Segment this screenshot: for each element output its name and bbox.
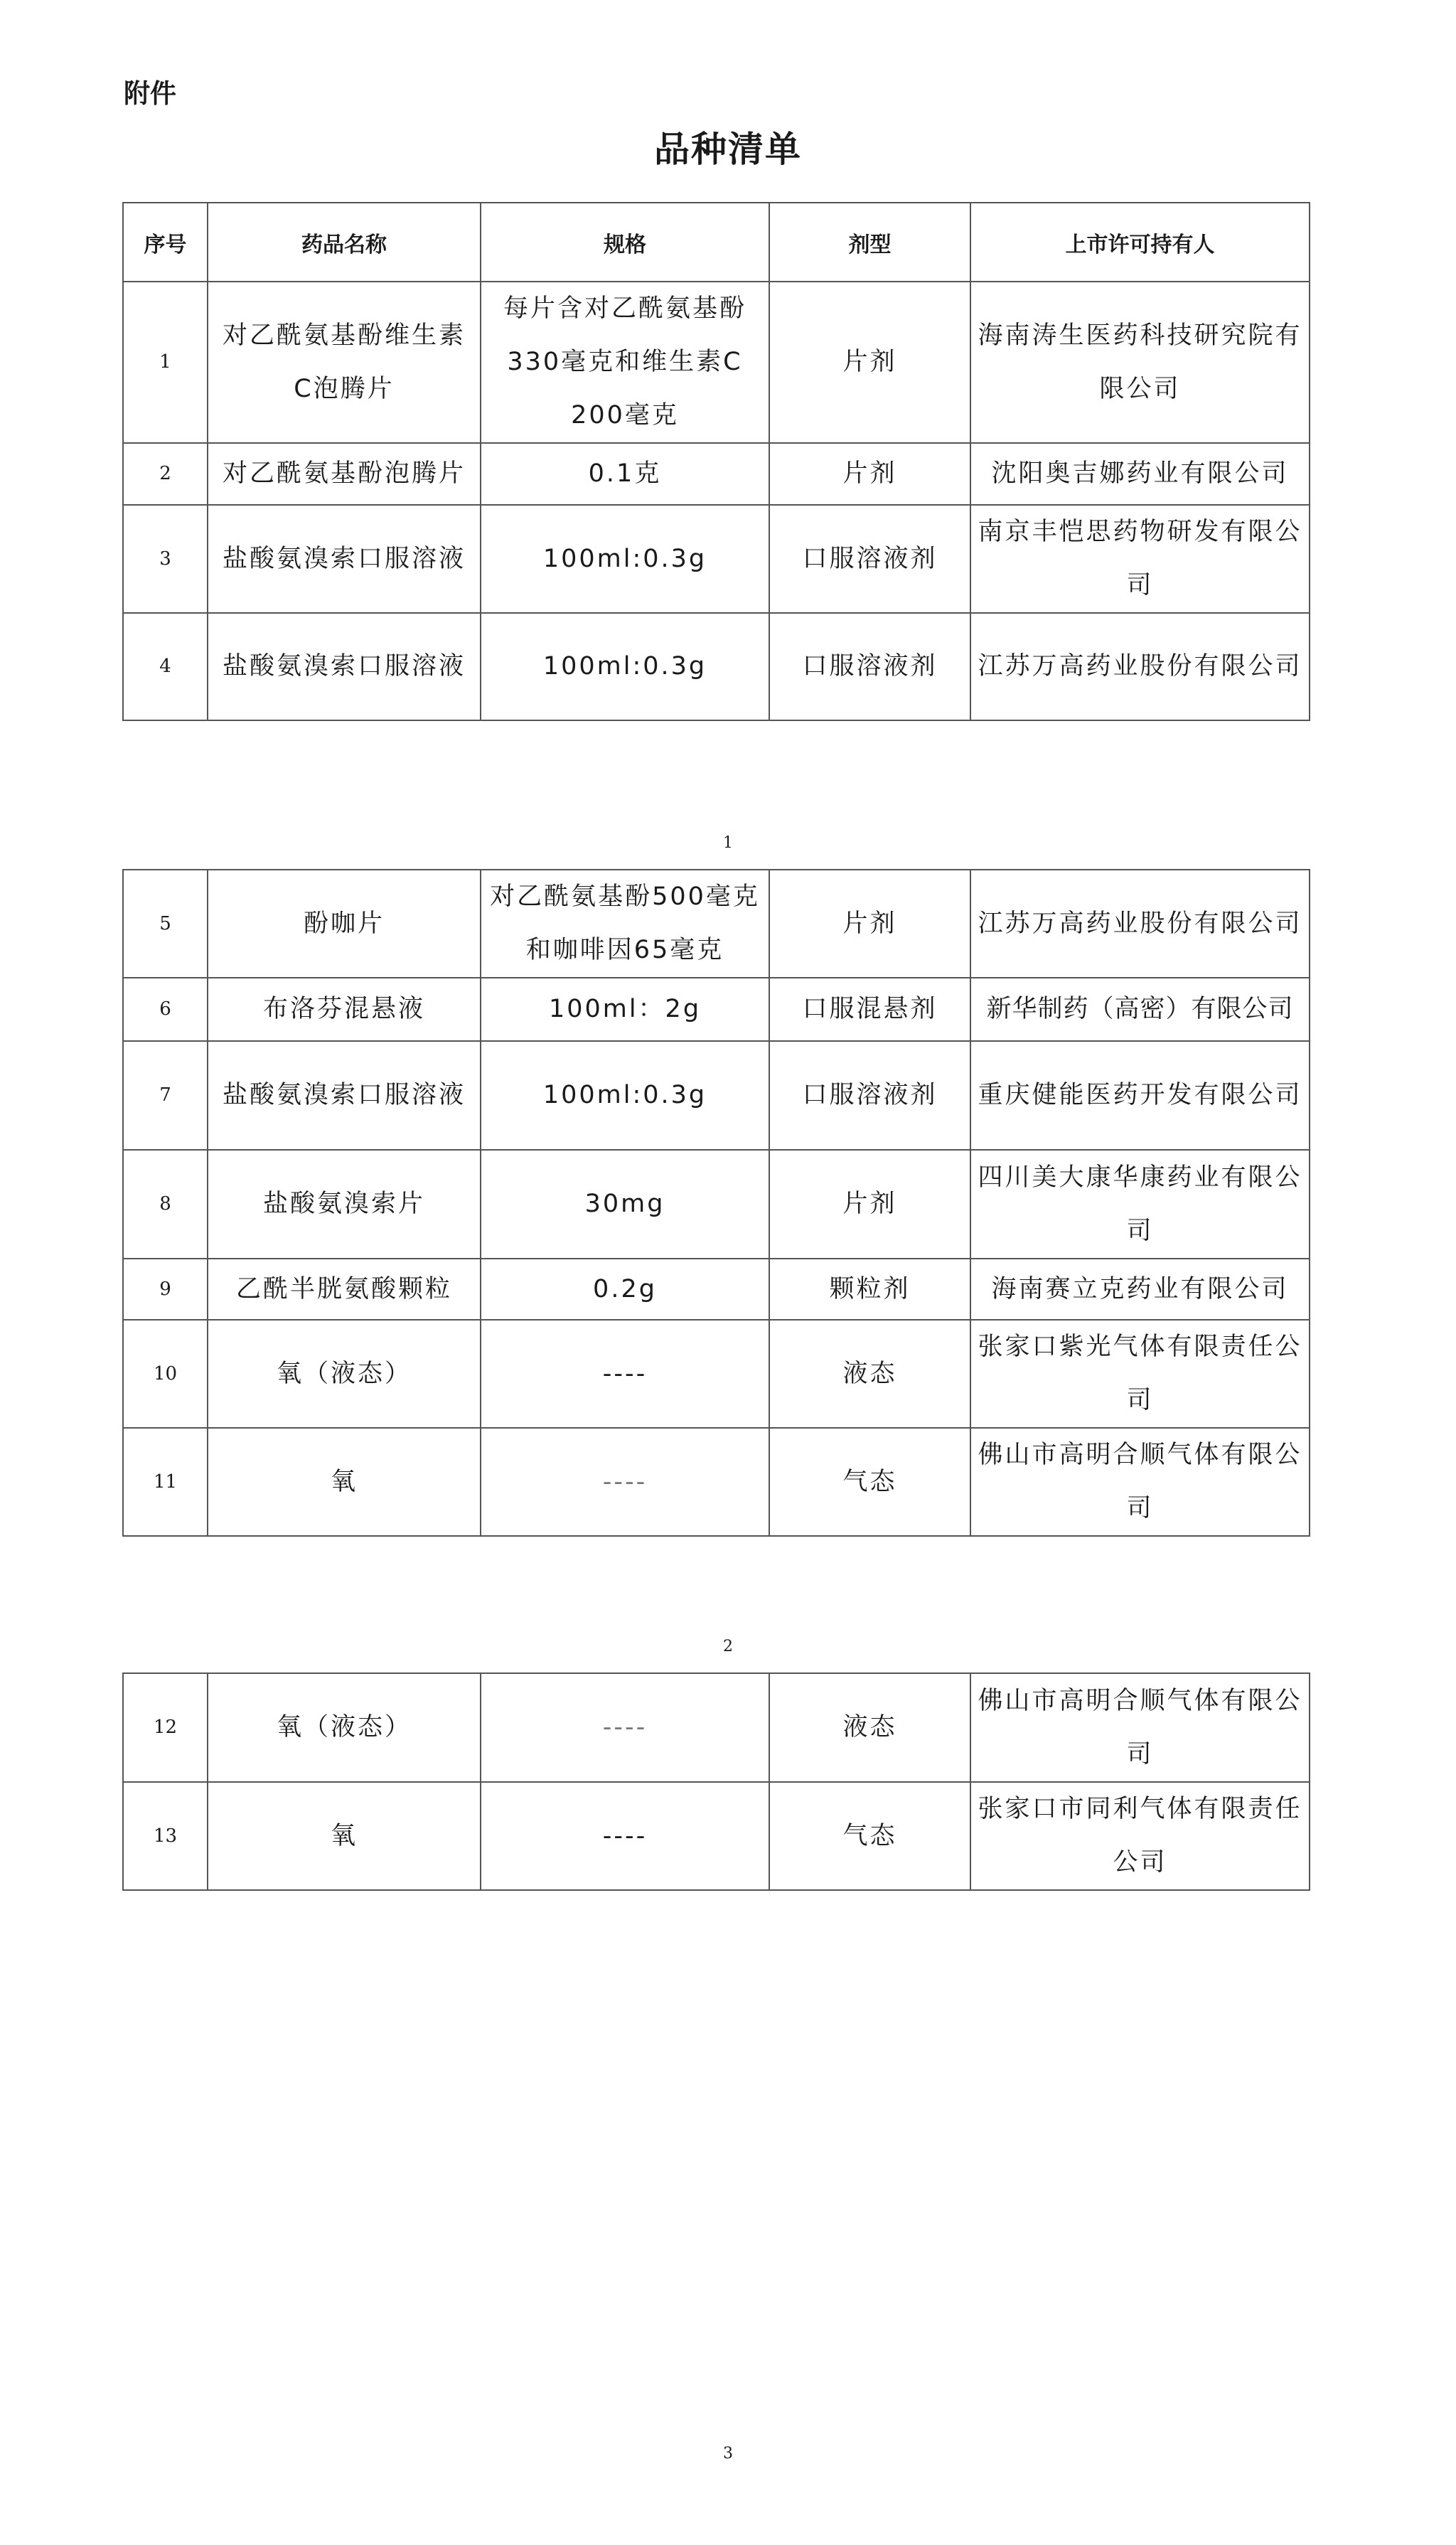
cell-spec: 100ml：2g	[481, 978, 769, 1041]
cell-form: 液态	[769, 1320, 970, 1428]
header-form: 剂型	[769, 203, 970, 282]
cell-no: 11	[123, 1428, 208, 1536]
cell-holder: 张家口紫光气体有限责任公司	[970, 1320, 1310, 1428]
cell-no: 4	[123, 613, 208, 720]
page-number: 1	[723, 834, 733, 852]
cell-name: 氧	[208, 1428, 481, 1536]
cell-holder: 沈阳奥吉娜药业有限公司	[970, 443, 1310, 505]
cell-form: 口服溶液剂	[769, 1041, 970, 1150]
cell-spec: 0.2g	[481, 1259, 769, 1320]
cell-form: 气态	[769, 1782, 970, 1890]
cell-no: 1	[123, 282, 208, 443]
cell-holder: 江苏万高药业股份有限公司	[970, 870, 1310, 978]
cell-holder: 四川美大康华康药业有限公司	[970, 1150, 1310, 1259]
cell-holder: 佛山市高明合顺气体有限公司	[970, 1673, 1310, 1782]
attachment-label: 附件	[124, 78, 176, 109]
cell-form: 片剂	[769, 1150, 970, 1259]
cell-holder: 新华制药（高密）有限公司	[970, 978, 1310, 1041]
table-row	[123, 1320, 1310, 1428]
drug-table-3	[122, 1672, 1310, 1891]
cell-name: 对乙酰氨基酚泡腾片	[208, 443, 481, 505]
header-holder: 上市许可持有人	[970, 203, 1310, 282]
drug-table-1	[122, 202, 1310, 721]
cell-name: 盐酸氨溴索口服溶液	[208, 1041, 481, 1150]
table-row	[123, 870, 1310, 978]
table-row	[123, 282, 1310, 443]
table-row	[123, 613, 1310, 720]
cell-holder: 海南涛生医药科技研究院有限公司	[970, 282, 1310, 443]
table-row	[123, 1782, 1310, 1890]
page-title: 品种清单	[654, 129, 802, 170]
cell-form: 片剂	[769, 282, 970, 443]
table-header-row	[123, 203, 1310, 282]
drug-table-2	[122, 869, 1310, 1537]
cell-no: 3	[123, 505, 208, 613]
table-row	[123, 1041, 1310, 1150]
cell-spec: ----	[481, 1673, 769, 1782]
cell-no: 12	[123, 1673, 208, 1782]
table-row	[123, 443, 1310, 505]
cell-form: 口服溶液剂	[769, 505, 970, 613]
cell-name: 氧（液态）	[208, 1320, 481, 1428]
cell-no: 13	[123, 1782, 208, 1890]
cell-spec: 100ml:0.3g	[481, 505, 769, 613]
cell-form: 液态	[769, 1673, 970, 1782]
cell-name: 盐酸氨溴索片	[208, 1150, 481, 1259]
cell-no: 10	[123, 1320, 208, 1428]
cell-form: 片剂	[769, 870, 970, 978]
cell-spec: 每片含对乙酰氨基酚330毫克和维生素C 200毫克	[481, 282, 769, 443]
cell-no: 2	[123, 443, 208, 505]
cell-name: 氧（液态）	[208, 1673, 481, 1782]
cell-no: 9	[123, 1259, 208, 1320]
cell-form: 片剂	[769, 443, 970, 505]
table-row	[123, 1428, 1310, 1536]
cell-no: 7	[123, 1041, 208, 1150]
header-no: 序号	[123, 203, 208, 282]
table-row	[123, 505, 1310, 613]
table-row	[123, 1259, 1310, 1320]
header-spec: 规格	[481, 203, 769, 282]
cell-form: 气态	[769, 1428, 970, 1536]
table-row	[123, 1673, 1310, 1782]
cell-spec: 100ml:0.3g	[481, 1041, 769, 1150]
cell-holder: 佛山市高明合顺气体有限公司	[970, 1428, 1310, 1536]
page-number: 3	[723, 2445, 733, 2463]
cell-form: 颗粒剂	[769, 1259, 970, 1320]
cell-spec: 30mg	[481, 1150, 769, 1259]
cell-name: 酚咖片	[208, 870, 481, 978]
cell-no: 8	[123, 1150, 208, 1259]
page-number: 2	[723, 1638, 733, 1655]
cell-holder: 江苏万高药业股份有限公司	[970, 613, 1310, 720]
table-row	[123, 978, 1310, 1041]
table-row	[123, 1150, 1310, 1259]
cell-spec: 对乙酰氨基酚500毫克和咖啡因65毫克	[481, 870, 769, 978]
cell-name: 盐酸氨溴索口服溶液	[208, 505, 481, 613]
cell-holder: 南京丰恺思药物研发有限公司	[970, 505, 1310, 613]
cell-name: 乙酰半胱氨酸颗粒	[208, 1259, 481, 1320]
cell-name: 盐酸氨溴索口服溶液	[208, 613, 481, 720]
cell-name: 布洛芬混悬液	[208, 978, 481, 1041]
cell-form: 口服混悬剂	[769, 978, 970, 1041]
cell-no: 5	[123, 870, 208, 978]
cell-no: 6	[123, 978, 208, 1041]
cell-spec: 100ml:0.3g	[481, 613, 769, 720]
header-name: 药品名称	[208, 203, 481, 282]
cell-name: 氧	[208, 1782, 481, 1890]
cell-spec: ----	[481, 1320, 769, 1428]
cell-holder: 张家口市同利气体有限责任公司	[970, 1782, 1310, 1890]
cell-form: 口服溶液剂	[769, 613, 970, 720]
cell-spec: ----	[481, 1428, 769, 1536]
cell-spec: 0.1克	[481, 443, 769, 505]
cell-holder: 海南赛立克药业有限公司	[970, 1259, 1310, 1320]
cell-spec: ----	[481, 1782, 769, 1890]
cell-name: 对乙酰氨基酚维生素C泡腾片	[208, 282, 481, 443]
cell-holder: 重庆健能医药开发有限公司	[970, 1041, 1310, 1150]
